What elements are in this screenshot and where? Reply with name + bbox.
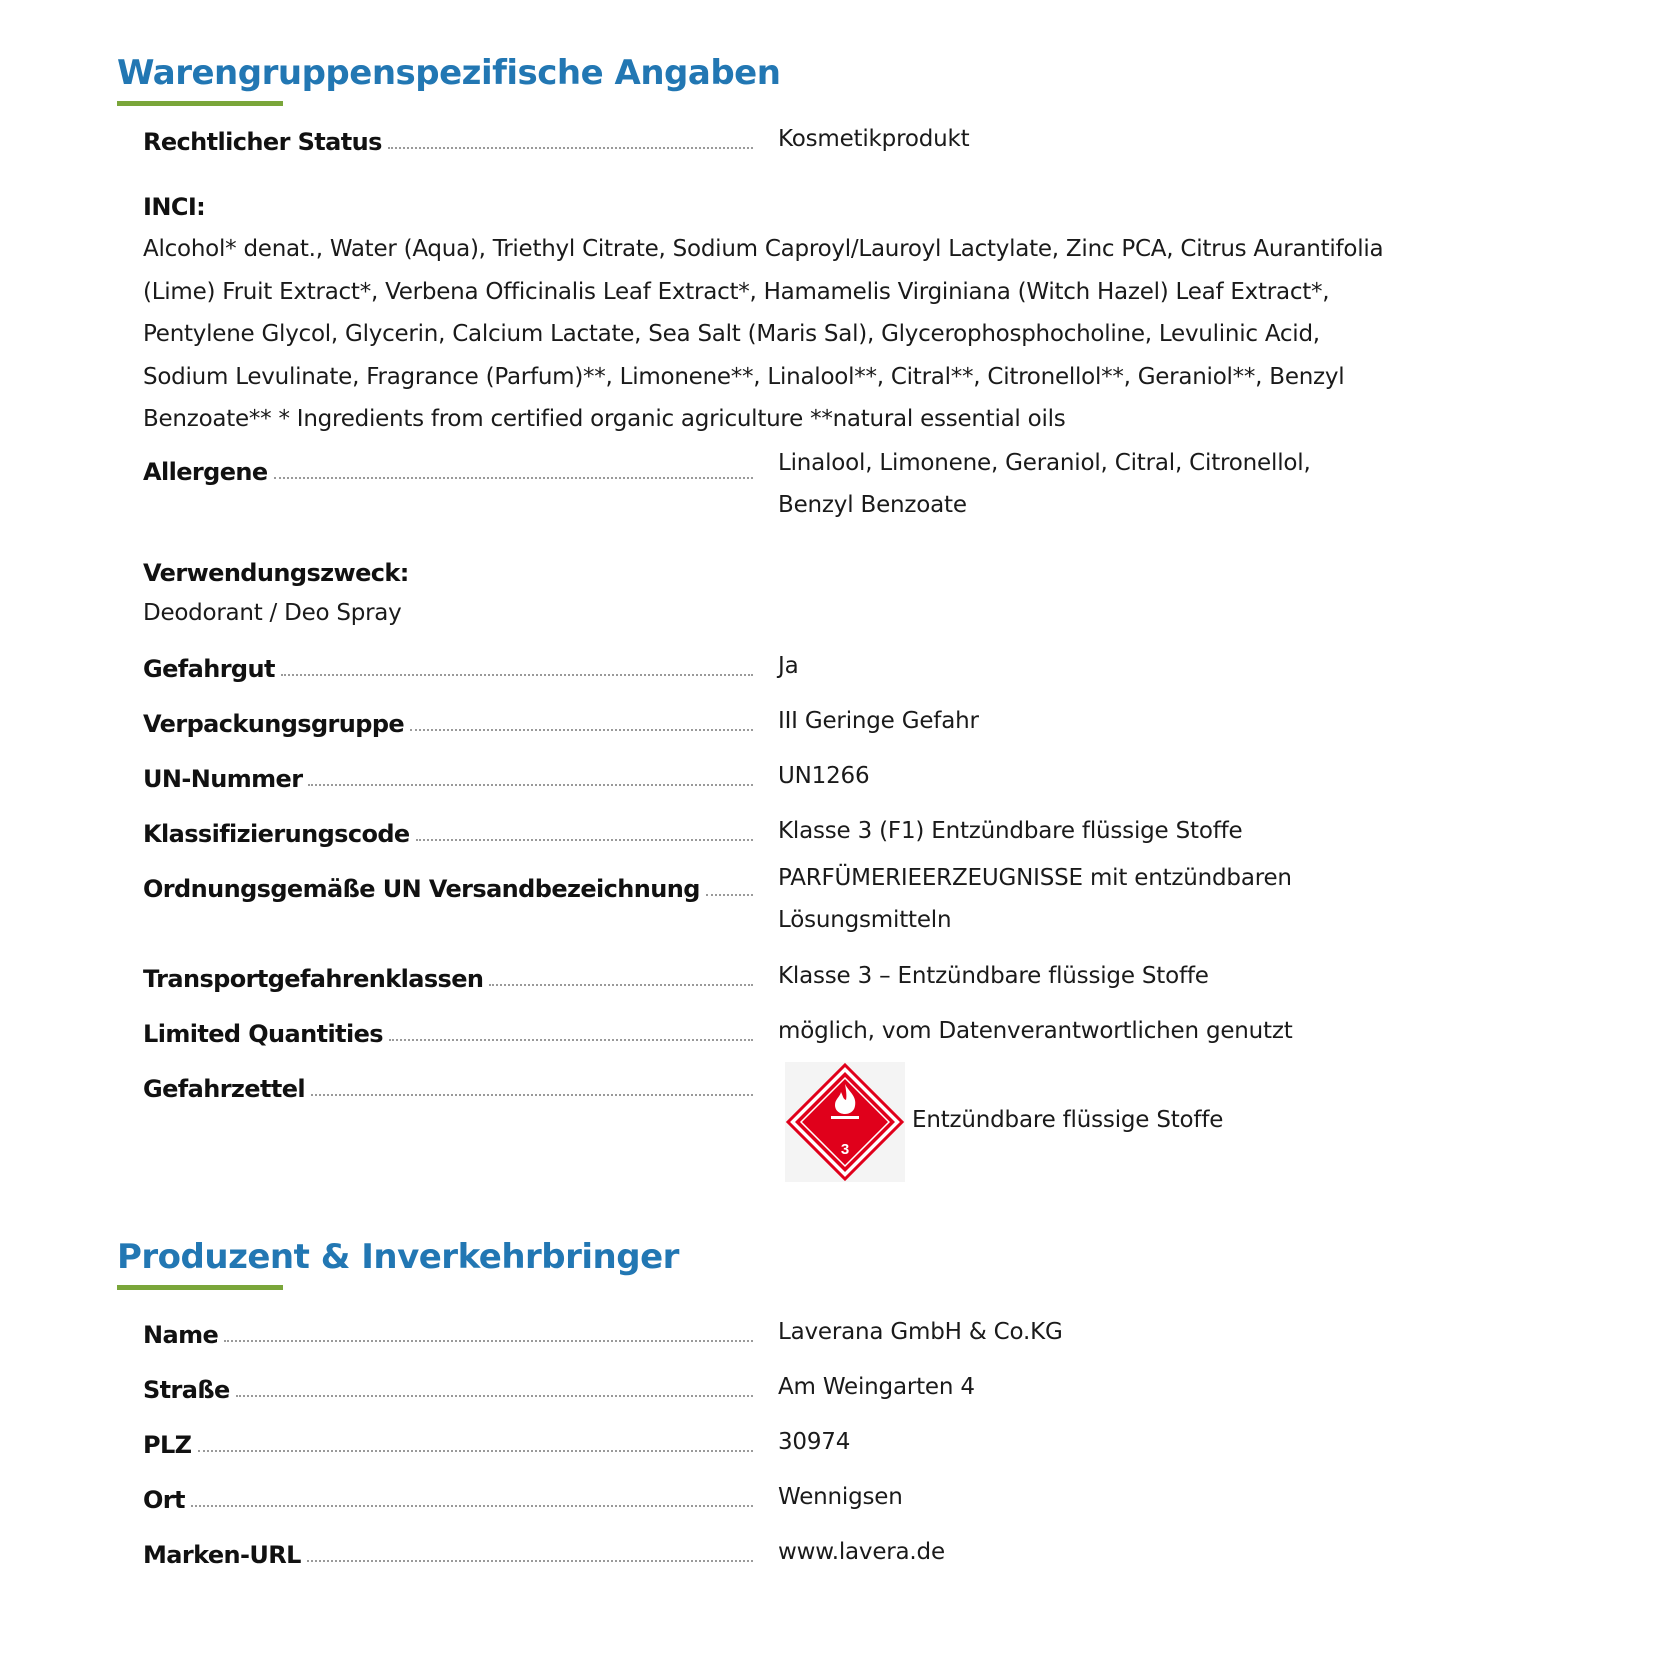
row-transport-classes bbox=[143, 957, 753, 991]
shipping-name-value: PARFÜMERIEERZEUGNISSE mit entzündbaren Lösungsmitteln bbox=[778, 865, 1292, 933]
row-dangerous-goods bbox=[143, 647, 753, 681]
row-allergens bbox=[143, 450, 753, 484]
name-label: Name bbox=[143, 1321, 219, 1349]
row-un-number bbox=[143, 757, 753, 791]
section-title-product: Warengruppenspezifische Angaben bbox=[117, 53, 781, 93]
hazard-caption: Entzündbare flüssige Stoffe bbox=[912, 1107, 1224, 1133]
shipping-name-label: Ordnungsgemäße UN Versandbezeichnung bbox=[143, 875, 700, 903]
hazard-label-label: Gefahrzettel bbox=[143, 1075, 306, 1103]
row-street bbox=[143, 1368, 753, 1402]
street-label: Straße bbox=[143, 1376, 230, 1404]
flammable-liquid-diamond-icon bbox=[785, 1062, 905, 1182]
name-value: Laverana GmbH & Co.KG bbox=[778, 1319, 1063, 1345]
purpose-value: Deodorant / Deo Spray bbox=[143, 600, 402, 626]
dotted-leader bbox=[308, 784, 753, 786]
inci-label: INCI: bbox=[143, 193, 206, 221]
row-classification-code bbox=[143, 812, 753, 846]
transport-classes-label: Transportgefahrenklassen bbox=[143, 965, 484, 993]
city-value: Wennigsen bbox=[778, 1484, 903, 1510]
zip-label: PLZ bbox=[143, 1431, 192, 1459]
dotted-leader bbox=[281, 674, 753, 676]
classification-code-value: Klasse 3 (F1) Entzündbare flüssige Stoffe bbox=[778, 818, 1243, 844]
dotted-leader bbox=[311, 1094, 753, 1096]
section-underline bbox=[117, 1285, 283, 1290]
hazard-diamond-graphic bbox=[785, 1062, 905, 1182]
inci-text: Alcohol* denat., Water (Aqua), Triethyl Citrate, Sodium Caproyl/Lauroyl Lactylate, Zinc PCA, Citrus Aurantifolia (Lime) Fruit Extract*, Verbena Officinalis Leaf Extract*, Hamamelis Virginiana (Witch Hazel) Leaf Extract*, Pentylene Glycol, Glycerin, Calcium Lactate, Sea Salt (Maris Sal), Glycerophosphocholine, Levulinic Acid, Sodium Levulinate, Fragrance (Parfum)**, Limonene**, Linalool**, Citral**, Citronellol**, Geraniol**, Benzyl Benzoate** * Ingredients from certified organic agriculture **natural essential oils bbox=[143, 236, 1384, 432]
dotted-leader bbox=[489, 984, 753, 986]
packing-group-value: III Geringe Gefahr bbox=[778, 708, 979, 734]
limited-quantities-label: Limited Quantities bbox=[143, 1020, 383, 1048]
brand-url-label: Marken-URL bbox=[143, 1541, 301, 1569]
classification-code-label: Klassifizierungscode bbox=[143, 820, 410, 848]
row-zip bbox=[143, 1423, 753, 1457]
dotted-leader bbox=[236, 1395, 753, 1397]
row-legal-status bbox=[143, 120, 753, 154]
row-city bbox=[143, 1478, 753, 1512]
un-number-label: UN-Nummer bbox=[143, 765, 303, 793]
hazard-class-number: 3 bbox=[840, 1141, 850, 1158]
un-number-value: UN1266 bbox=[778, 763, 870, 789]
packing-group-label: Verpackungsgruppe bbox=[143, 710, 405, 738]
row-shipping-name bbox=[143, 867, 753, 901]
dotted-leader bbox=[388, 147, 753, 149]
section-underline bbox=[117, 101, 283, 106]
row-brand-url bbox=[143, 1533, 753, 1567]
dotted-leader bbox=[274, 477, 753, 479]
transport-classes-value: Klasse 3 – Entzündbare flüssige Stoffe bbox=[778, 963, 1209, 989]
dotted-leader bbox=[410, 729, 753, 731]
dotted-leader bbox=[706, 894, 753, 896]
dotted-leader bbox=[191, 1505, 753, 1507]
city-label: Ort bbox=[143, 1486, 185, 1514]
allergens-label: Allergene bbox=[143, 458, 268, 486]
brand-url-value: www.lavera.de bbox=[778, 1539, 945, 1565]
street-value: Am Weingarten 4 bbox=[778, 1374, 975, 1400]
dotted-leader bbox=[224, 1340, 753, 1342]
dotted-leader bbox=[389, 1039, 753, 1041]
dangerous-goods-label: Gefahrgut bbox=[143, 655, 275, 683]
row-hazard-label bbox=[143, 1067, 753, 1101]
section-title-producer: Produzent & Inverkehrbringer bbox=[117, 1237, 679, 1277]
dangerous-goods-value: Ja bbox=[778, 653, 799, 679]
purpose-label: Verwendungszweck: bbox=[143, 559, 409, 587]
dotted-leader bbox=[198, 1450, 754, 1452]
allergens-value: Linalool, Limonene, Geraniol, Citral, Citronellol, Benzyl Benzoate bbox=[778, 450, 1311, 518]
row-packing-group bbox=[143, 702, 753, 736]
row-name bbox=[143, 1313, 753, 1347]
row-limited-quantities bbox=[143, 1012, 753, 1046]
dotted-leader bbox=[416, 839, 753, 841]
limited-quantities-value: möglich, vom Datenverantwortlichen genutzt bbox=[778, 1018, 1293, 1044]
legal-status-value: Kosmetikprodukt bbox=[778, 126, 970, 152]
zip-value: 30974 bbox=[778, 1429, 851, 1455]
legal-status-label: Rechtlicher Status bbox=[143, 128, 382, 156]
dotted-leader bbox=[307, 1560, 753, 1562]
